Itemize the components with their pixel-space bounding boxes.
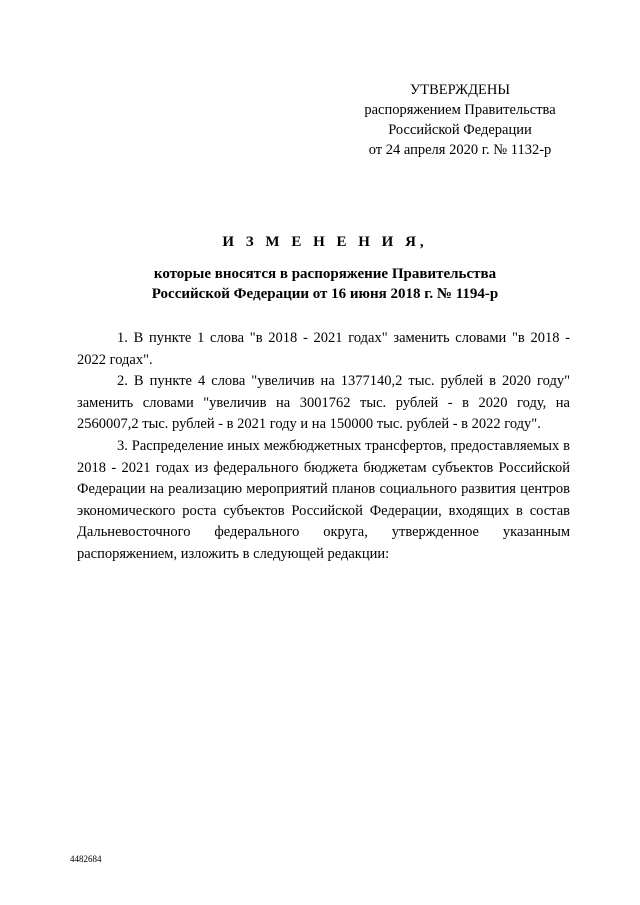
title-line-1: которые вносятся в распоряжение Правительства — [153, 266, 497, 282]
approval-block — [330, 80, 590, 160]
approval-authority: распоряжением Правительства — [364, 102, 556, 118]
item-2: 2. В пункте 4 слова "увеличив на 1377140,2 тыс. рублей в 2020 году" заменить словами "увеличив на 3001762 тыс. рублей - в 2020 году, на 2560007,2 тыс. рублей - в 2021 году и на 150000 тыс. рублей - в 2022 году". — [77, 373, 570, 433]
approval-label: УТВЕРЖДЕНЫ — [409, 82, 511, 98]
approval-date-number: от 24 апреля 2020 г. № 1132-р — [368, 142, 552, 158]
item-3: 3. Распределение иных межбюджетных трансфертов, предоставляемых в 2018 - 2021 годах из федерального бюджета бюджетам субъектов Российской Федерации на реализацию мероприятий планов социального развития центров экономического роста субъектов Российской Федерации, входящих в состав Дальневосточного федерального округа, утвержденное указанным распоряжением, изложить в следующей редакции: — [77, 437, 570, 562]
item-1: 1. В пункте 1 слова "в 2018 - 2021 годах" заменить словами "в 2018 - 2022 годах". — [77, 330, 570, 368]
document-body — [77, 328, 570, 566]
title-line-2: Российской Федерации от 16 июня 2018 г. № 1194-р — [151, 286, 499, 302]
document-number: 4482684 — [70, 854, 102, 864]
document-title — [80, 232, 570, 304]
approval-country: Российской Федерации — [388, 122, 532, 138]
title-heading: И З М Е Н Е Н И Я, — [222, 234, 428, 250]
